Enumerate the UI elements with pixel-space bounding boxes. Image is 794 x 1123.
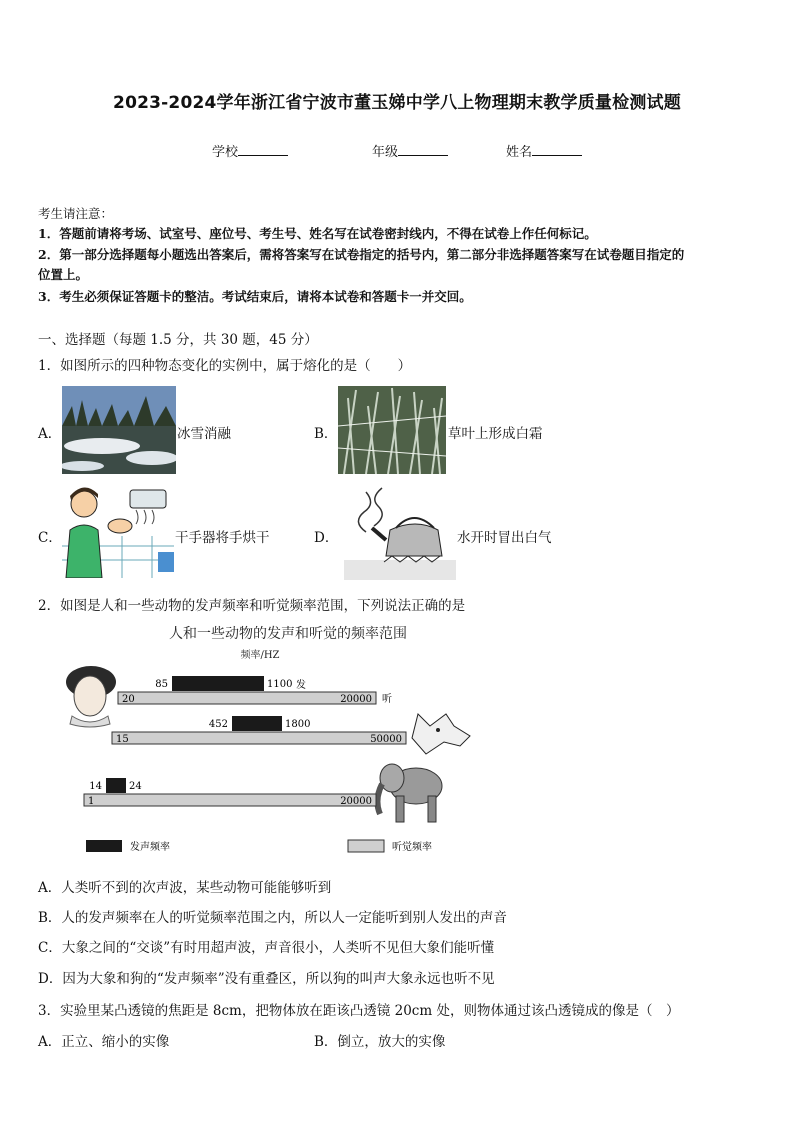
frequency-chart-svg (56, 618, 476, 858)
hearing-bar-人 (118, 692, 376, 704)
voice-min-label: 85 (155, 679, 168, 690)
inline-label-hearing: 听 (382, 694, 392, 705)
q1-option-c-text: 干手器将手烘干 (175, 530, 270, 546)
voice-min-label: 14 (89, 781, 102, 792)
q2-option-b: B．人的发声频率在人的听觉频率范围之内，所以人一定能听到别人发出的声音 (38, 910, 507, 926)
section-heading: 一、选择题（每题 1.5 分，共 30 题，45 分） (38, 332, 318, 348)
voice-max-label: 1100 (267, 679, 293, 690)
hand-dryer-illustration (62, 486, 174, 578)
q3-option-a: A．正立、缩小的实像 (38, 1034, 170, 1050)
q1-option-b-text: 草叶上形成白霜 (448, 426, 543, 442)
q1-stem: 1．如图所示的四种物态变化的实例中，属于熔化的是（ ） (38, 358, 412, 374)
q2-stem: 2．如图是人和一些动物的发声频率和听觉频率范围，下列说法正确的是 (38, 598, 466, 614)
page-title: 2023-2024学年浙江省宁波市董玉娣中学八上物理期末教学质量检测试题 (113, 93, 681, 113)
q3-option-b: B．倒立，放大的实像 (314, 1034, 446, 1050)
hearing-min-label: 15 (116, 734, 129, 745)
legend-swatch-hearing (348, 840, 384, 852)
frost-grass-photo (338, 386, 446, 474)
name-label: 姓名 (506, 145, 533, 160)
hearing-max-label: 20000 (340, 694, 372, 705)
name-field[interactable] (506, 141, 582, 160)
kettle-steam-illustration (344, 486, 456, 580)
voice-bar-人 (172, 676, 264, 691)
frequency-chart (56, 618, 476, 858)
notice-item: 1．答题前请将考场、试室号、座位号、考生号、姓名写在试卷密封线内，不得在试卷上作任何标记。 (38, 226, 597, 241)
school-label: 学校 (212, 145, 239, 160)
voice-min-label: 452 (208, 719, 228, 730)
q1-option-a-text: 冰雪消融 (177, 426, 231, 442)
legend-swatch-voice (86, 840, 122, 852)
q1-option-d-text: 水开时冒出白气 (457, 530, 552, 546)
school-field[interactable] (212, 141, 288, 160)
inline-label-voice: 发 (296, 680, 306, 691)
q3-stem: 3．实验里某凸透镜的焦距是 8cm，把物体放在距该凸透镜 20cm 处，则物体通过该凸透镜成的像是（ ） (38, 1003, 680, 1019)
legend-label-voice: 发声频率 (130, 842, 170, 853)
notice-item: 2．第一部分选择题每小题选出答案后，需将答案写在试卷指定的括号内，第二部分非选择题答案写在试卷题目指定的 (38, 247, 685, 262)
q1-option-d-letter: D． (314, 530, 339, 546)
hearing-max-label: 50000 (370, 734, 402, 745)
grade-label: 年级 (372, 145, 399, 160)
q2-option-a: A．人类听不到的次声波，某些动物可能能够听到 (38, 880, 332, 896)
hearing-min-label: 1 (88, 796, 95, 807)
voice-bar-狗 (232, 716, 282, 731)
notice-item: 位置上。 (38, 267, 89, 282)
human-figure (66, 666, 116, 727)
dog-figure (412, 714, 470, 754)
notice-item: 3．考生必须保证答题卡的整洁。考试结束后，请将本试卷和答题卡一并交回。 (38, 289, 472, 304)
q1-option-a-letter: A． (38, 426, 62, 442)
q2-option-c: C．大象之间的“交谈”有时用超声波，声音很小，人类听不见但大象们能听懂 (38, 940, 495, 956)
hearing-max-label: 20000 (340, 796, 372, 807)
q1-option-b-letter: B． (314, 426, 338, 442)
ice-melting-photo (62, 386, 176, 474)
notice-heading: 考生请注意： (38, 206, 114, 221)
elephant-figure (377, 764, 442, 822)
grade-field[interactable] (372, 141, 448, 160)
legend-label-hearing: 听觉频率 (392, 842, 432, 853)
voice-bar-大象 (106, 778, 126, 793)
chart-unit-label: 频率/HZ (240, 650, 280, 661)
hearing-bar-狗 (112, 732, 406, 744)
voice-max-label: 1800 (285, 719, 311, 730)
chart-title: 人和一些动物的发声和听觉的频率范围 (169, 626, 407, 642)
hearing-min-label: 20 (122, 694, 135, 705)
hearing-bar-大象 (84, 794, 376, 806)
q2-option-d: D．因为大象和狗的“发声频率”没有重叠区，所以狗的叫声大象永远也听不见 (38, 971, 495, 987)
q1-option-c-letter: C． (38, 530, 62, 546)
voice-max-label: 24 (129, 781, 142, 792)
